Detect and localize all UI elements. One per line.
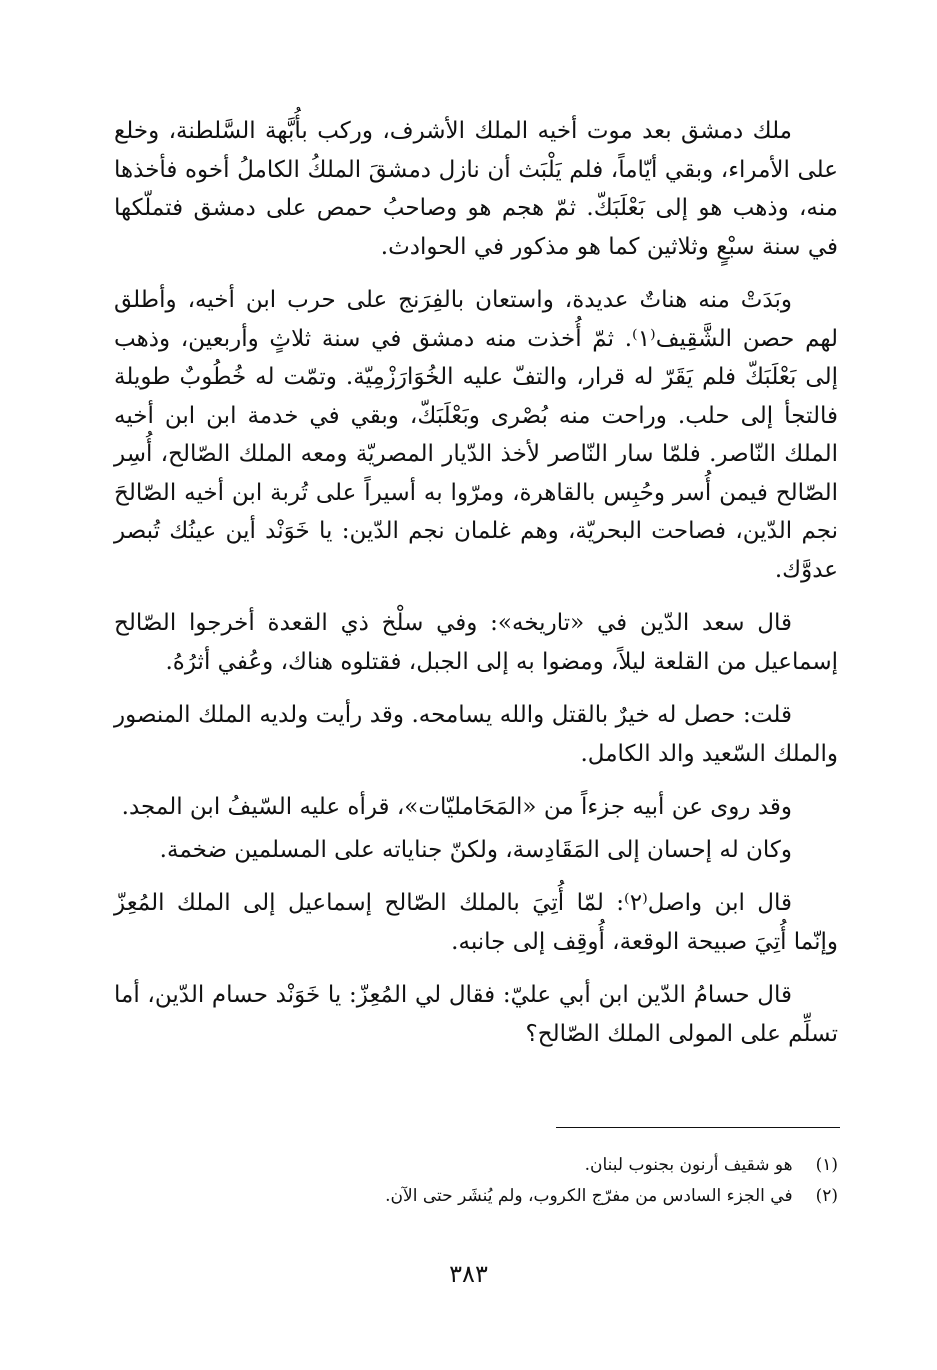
footnote-1 [114, 1150, 838, 1181]
paragraph-6: وكان له إحسان إلى المَقَادِسة، ولكنّ جناياته على المسلمين ضخمة. [159, 836, 792, 863]
footnotes [114, 1150, 838, 1212]
paragraph-2: وبَدَتْ منه هناتٌ عديدة، واستعان بالفِرَنج على حرب ابن أخيه، وأطلق لهم حصن الشَّقِيف⁽١⁾. ثمّ أُخذت منه دمشق في سنة ثلاثٍ وأربعين، وذهب إلى بَعْلَبَكّ فلم يَقَرّ له قرار، والتفّ عليه الخُوَارَزْمِيّة. وتمّت له خُطُوبٌ طويلة فالتجأ إلى حلب. وراحت منه بُصْرى وبَعْلَبَكّ، وبقي في خدمة ابن ابن أخيه الملك النّاصر. فلمّا سار النّاصر لأخذ الدّيار المصريّة ومعه الملك الصّالح، أُسِر الصّالح فيمن أُسر وحُبِس بالقاهرة، ومرّوا به أسيراً على تُربة ابن أخيه الصّالحَ نجم الدّين، فصاحت البحريّة، وهم غلمان نجم الدّين: يا خَوَنْد أين عينُك تُبصر عدوَّك. [114, 287, 838, 583]
footnote-text: هو شقيف أرنون بجنوب لبنان. [584, 1155, 793, 1175]
paragraph-3: قال سعد الدّين في «تاريخه»: وفي سلْخ ذي القعدة أخرجوا الصّالح إسماعيل من القلعة ليلاً، ومضوا به إلى الجبل، فقتلوه هناك، وعُفي أثرُهُ. [114, 610, 838, 675]
footnote-number: (١) [815, 1155, 838, 1175]
paragraph-5: وقد روى عن أبيه جزءاً من «المَحَامليّات»، قرأه عليه السّيفُ ابن المجد. [121, 794, 792, 820]
paragraph-4: قلت: حصل له خيرٌ بالقتل والله يسامحه. وقد رأيت ولديه الملك المنصور والملك السّعيد والد الكامل. [114, 702, 838, 767]
paragraph-8: قال حسامُ الدّين ابن أبي عليّ: فقال لي المُعِزّ: يا خَوَنْد حسام الدّين، أما تسلِّم على المولى الملك الصّالح؟ [114, 982, 838, 1047]
page-number: ٣٨٣ [449, 1260, 488, 1288]
paragraph-1: ملك دمشق بعد موت أخيه الملك الأشرف، وركب بأُبَّهة السَّلطنة، وخلع على الأمراء، وبقي أيّاماً، فلم يَلْبَث أن نازل دمشقَ الملكُ الكاملُ أخوه فأخذها منه، وذهب هو إلى بَعْلَبَكّ. ثمّ هجم هو وصاحبُ حمص على دمشق فتملّكها في سنة سبْعٍ وثلاثين كما هو مذكور في الحوادث. [114, 118, 838, 260]
footnote-divider [556, 1127, 840, 1128]
footnote-number: (٢) [815, 1186, 838, 1206]
footnote-text: في الجزء السادس من مفرّج الكروب، ولم يُنشَر حتى الآن. [385, 1186, 793, 1206]
paragraph-7: قال ابن واصل⁽٢⁾: لمّا أُتِيَ بالملك الصّالح إسماعيل إلى الملك المُعِزّ وإنّما أُتِيَ صبيحة الوقعة، أُوقِف إلى جانبه. [114, 890, 838, 955]
footnote-2 [114, 1181, 838, 1212]
main-text [114, 112, 838, 1068]
